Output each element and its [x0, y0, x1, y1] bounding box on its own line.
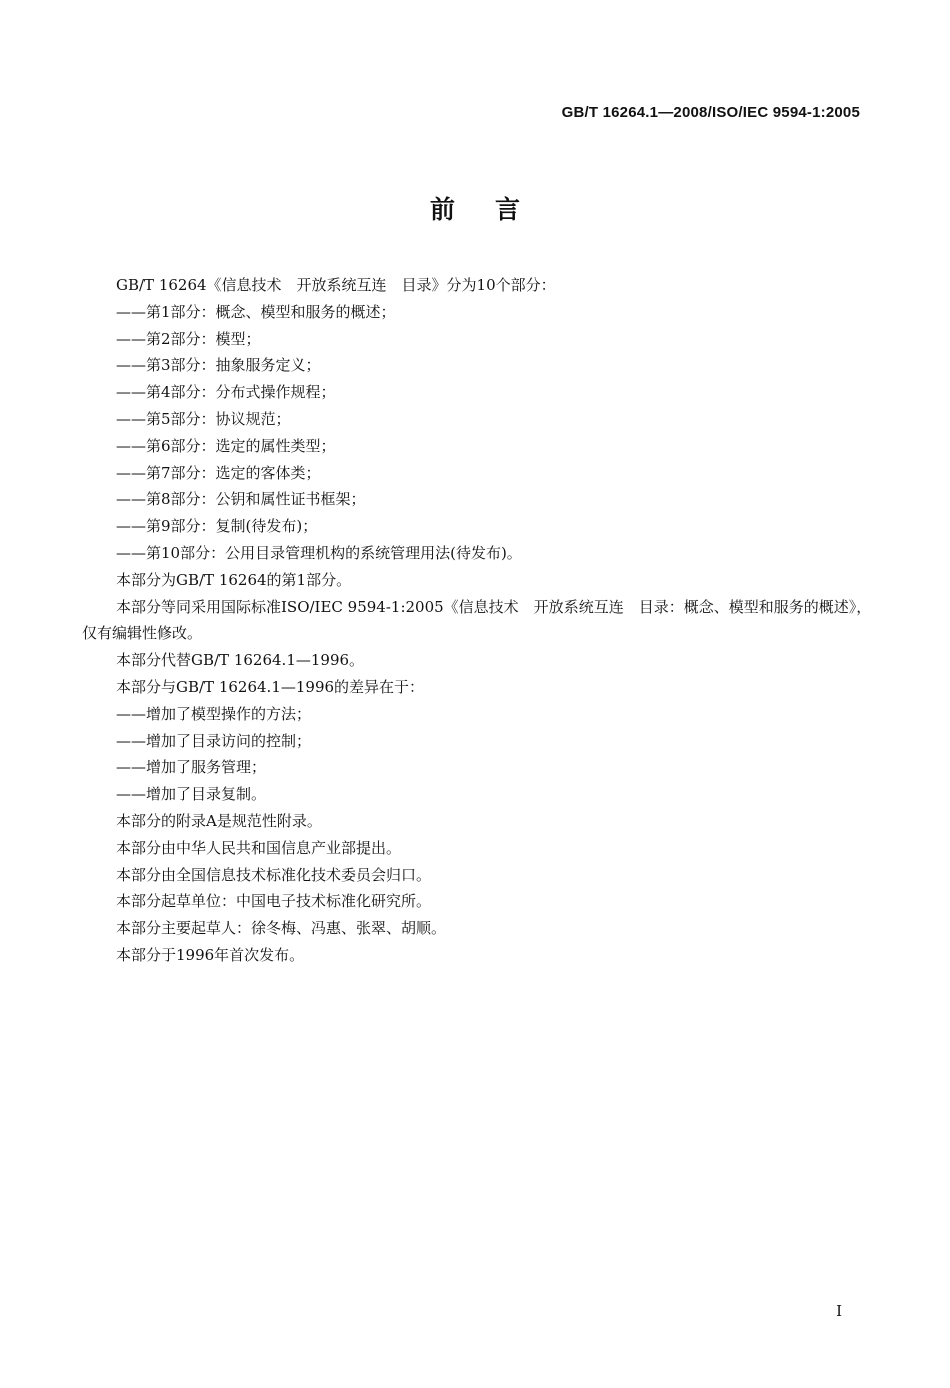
part-list-item: ——第9部分：复制(待发布)；	[116, 517, 318, 536]
standard-number-header: GB/T 16264.1—2008/ISO/IEC 9594-1:2005	[561, 104, 860, 121]
part-list-item: ——第4部分：分布式操作规程；	[116, 383, 336, 402]
page-number: I	[836, 1302, 842, 1320]
adoption-statement: 本部分等同采用国际标准ISO/IEC 9594-1:2005《信息技术 开放系统互连 目录：概念、模型和服务的概述》，仅有编辑性修改。	[82, 597, 872, 643]
annex-statement: 本部分的附录A是规范性附录。	[116, 811, 322, 830]
foreword-body	[82, 272, 872, 969]
drafters-statement: 本部分主要起草人：徐冬梅、冯惠、张翠、胡顺。	[116, 919, 447, 938]
part-of-statement: 本部分为GB/T 16264的第1部分。	[116, 570, 352, 589]
first-release-statement: 本部分于1996年首次发布。	[116, 945, 305, 964]
difference-list-item: ——增加了服务管理；	[116, 758, 267, 777]
difference-list-item: ——增加了目录访问的控制；	[116, 731, 312, 750]
part-list-item: ——第7部分：选定的客体类；	[116, 463, 321, 482]
intro-paragraph: GB/T 16264《信息技术 开放系统互连 目录》分为10个部分：	[116, 276, 556, 294]
proposer-statement: 本部分由中华人民共和国信息产业部提出。	[116, 838, 402, 857]
part-list-item: ——第2部分：模型；	[116, 329, 261, 348]
committee-statement: 本部分由全国信息技术标准化技术委员会归口。	[116, 865, 432, 884]
differences-intro: 本部分与GB/T 16264.1—1996的差异在于：	[116, 677, 425, 696]
part-list-item: ——第5部分：协议规范；	[116, 409, 291, 428]
part-list-item: ——第1部分：概念、模型和服务的概述；	[116, 302, 396, 321]
difference-list-item: ——增加了模型操作的方法；	[116, 704, 312, 723]
part-list-item: ——第6部分：选定的属性类型；	[116, 436, 336, 455]
drafting-unit-statement: 本部分起草单位：中国电子技术标准化研究所。	[116, 892, 432, 911]
part-list-item: ——第10部分：公用目录管理机构的系统管理用法(待发布)。	[116, 543, 522, 562]
part-list-item: ——第8部分：公钥和属性证书框架；	[116, 490, 366, 509]
page-title: 前言	[429, 195, 560, 224]
replaces-statement: 本部分代替GB/T 16264.1—1996。	[116, 651, 365, 670]
difference-list-item: ——增加了目录复制。	[116, 785, 267, 804]
part-list-item: ——第3部分：抽象服务定义；	[116, 356, 321, 375]
